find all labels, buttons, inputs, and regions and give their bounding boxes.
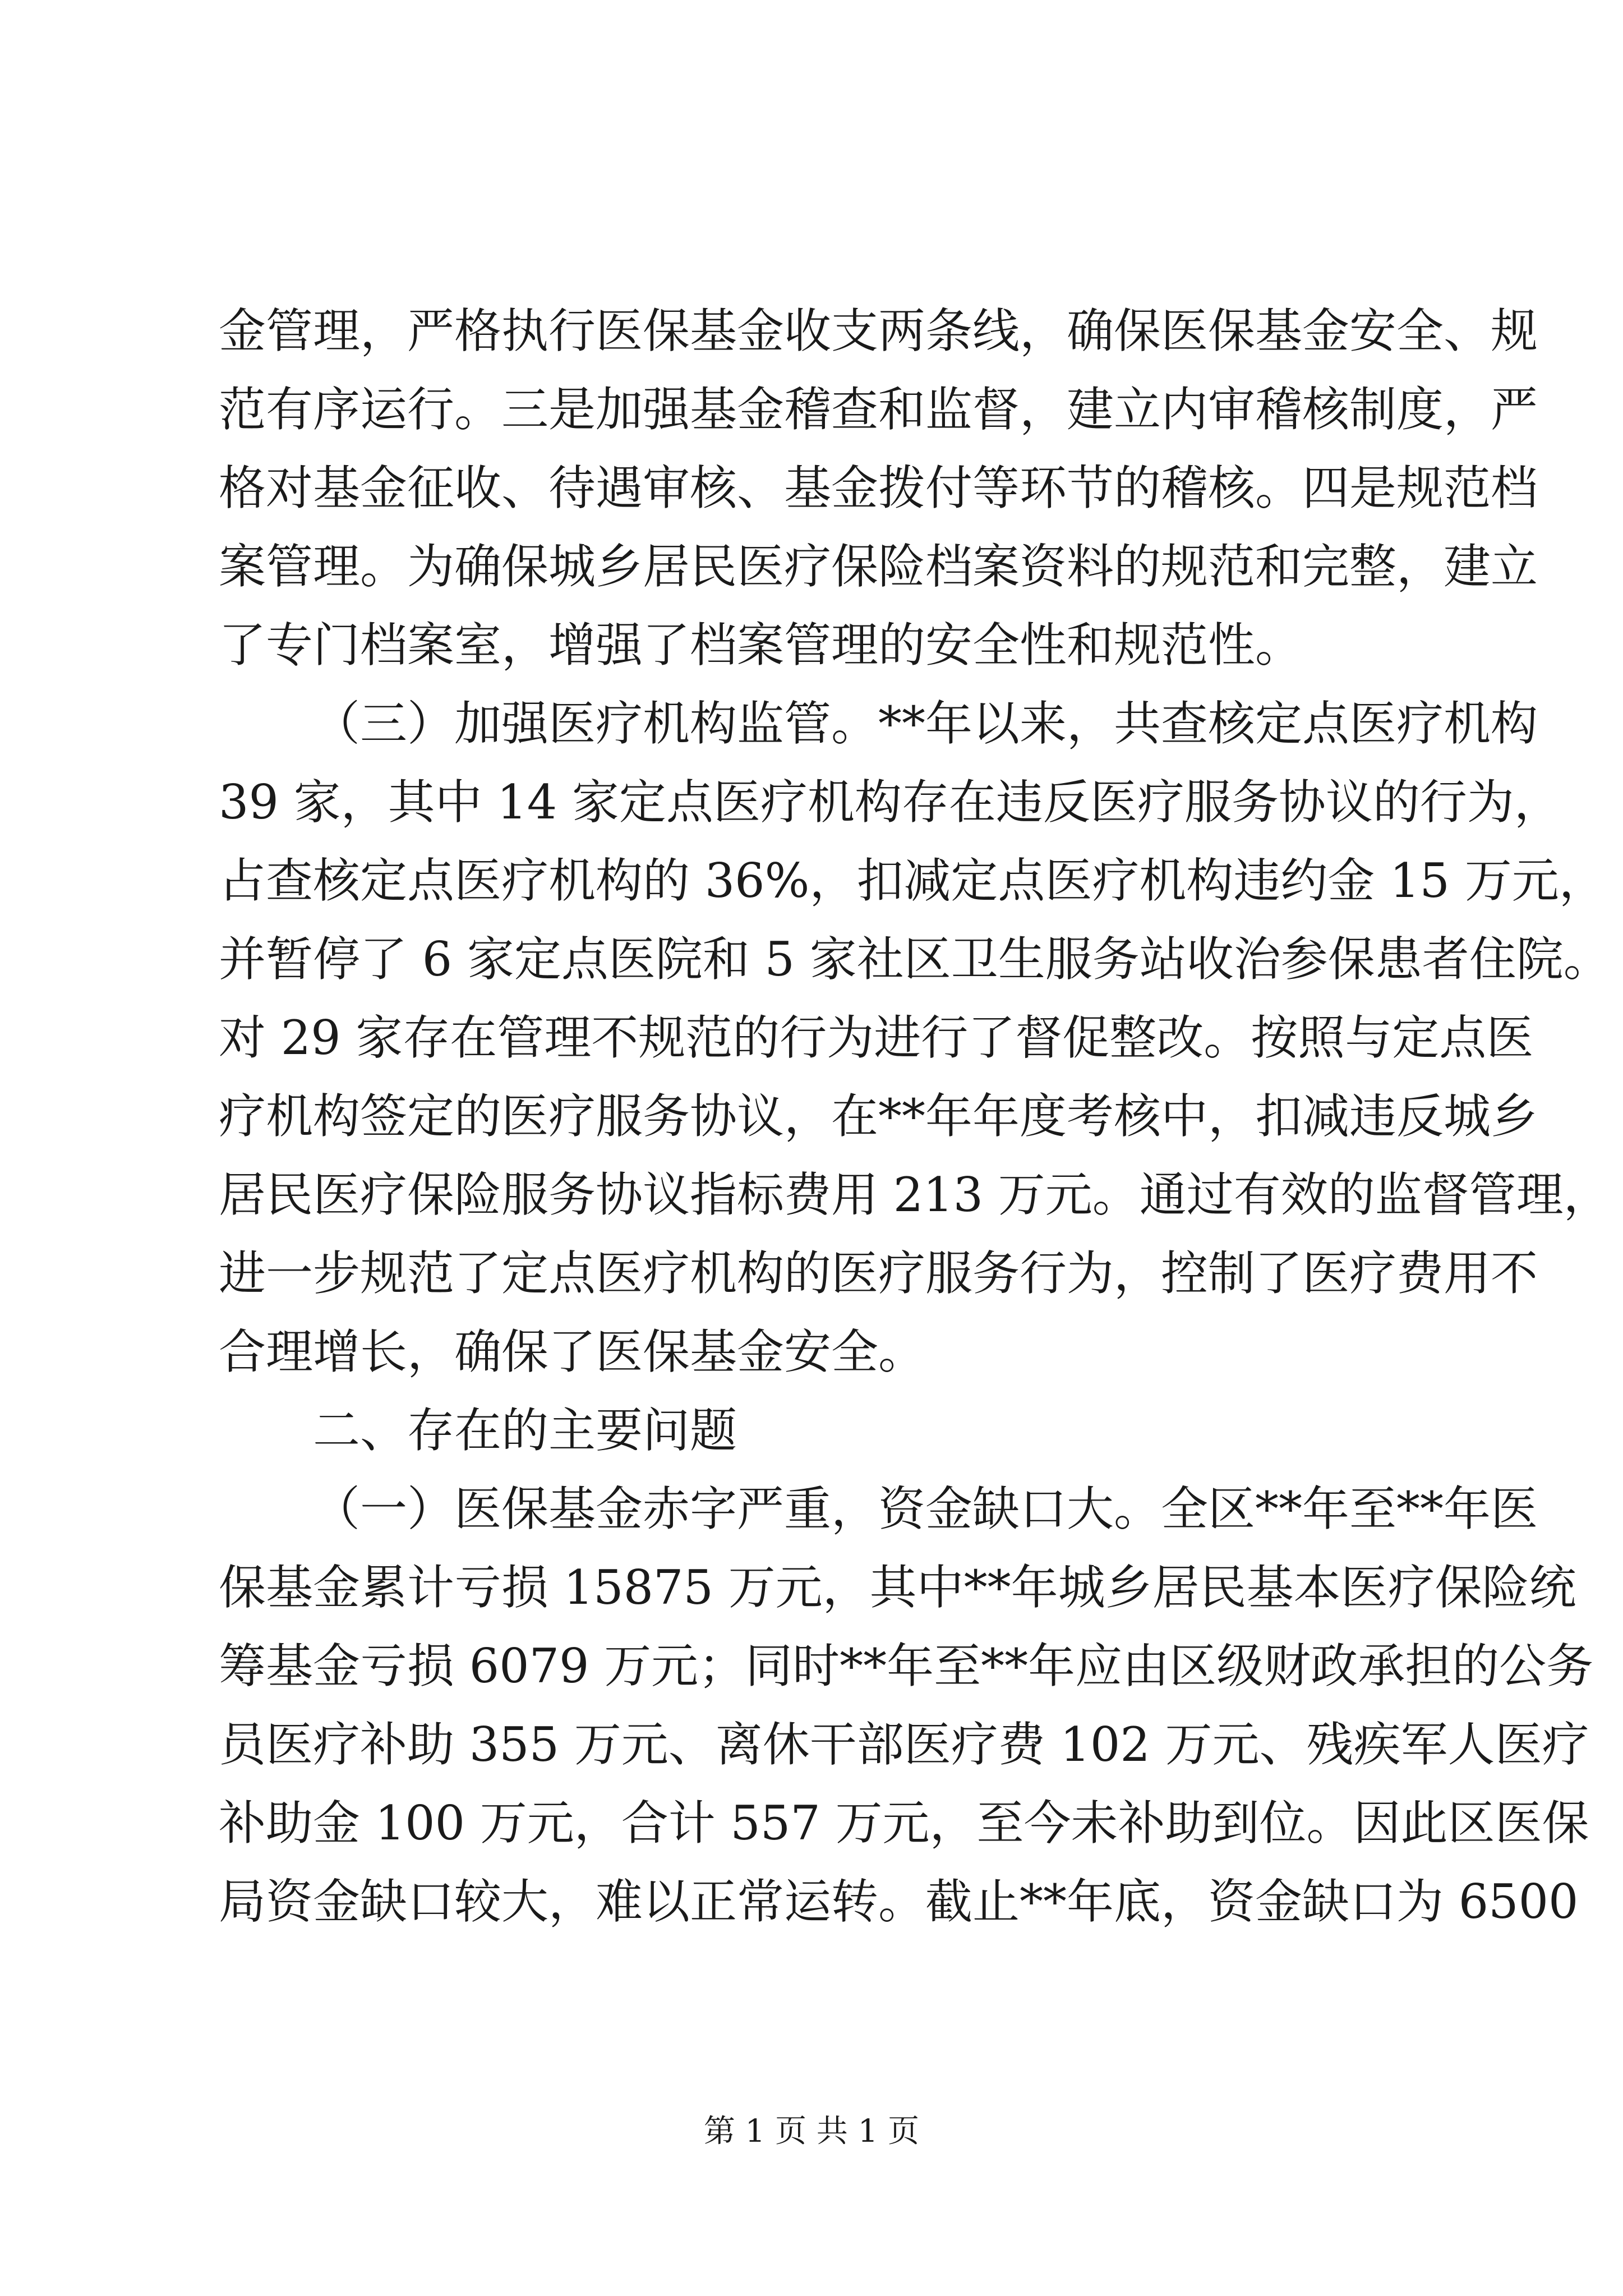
body-line: 补助金 100 万元，合计 557 万元，至今未补助到位。因此区医保 [219, 1796, 1589, 1851]
body-line: 员医疗补助 355 万元、离休干部医疗费 102 万元、残疾军人医疗 [219, 1717, 1589, 1772]
body-line: 合理增长，确保了医保基金安全。 [219, 1324, 926, 1379]
subsection-heading-line: （一）医保基金赤字严重，资金缺口大。全区**年至**年医 [313, 1481, 1538, 1536]
body-line: 范有序运行。三是加强基金稽查和监督，建立内审稽核制度，严 [219, 382, 1538, 437]
body-line: 格对基金征收、待遇审核、基金拨付等环节的稽核。四是规范档 [219, 461, 1538, 516]
body-line: 金管理，严格执行医保基金收支两条线，确保医保基金安全、规 [219, 303, 1538, 358]
body-line: 了专门档案室，增强了档案管理的安全性和规范性。 [219, 618, 1303, 673]
body-line: 案管理。为确保城乡居民医疗保险档案资料的规范和完整，建立 [219, 539, 1538, 594]
body-line: 筹基金亏损 6079 万元；同时**年至**年应由区级财政承担的公务 [219, 1639, 1594, 1694]
body-line: 保基金累计亏损 15875 万元，其中**年城乡居民基本医疗保险统 [219, 1560, 1576, 1615]
body-line: 局资金缺口较大，难以正常运转。截止**年底，资金缺口为 6500 [219, 1874, 1579, 1929]
body-line: 39 家，其中 14 家定点医疗机构存在违反医疗服务协议的行为， [219, 775, 1561, 830]
body-line: 并暂停了 6 家定点医院和 5 家社区卫生服务站收治参保患者住院。 [219, 932, 1611, 987]
section-heading-line: （三）加强医疗机构监管。**年以来，共查核定点医疗机构 [313, 696, 1538, 751]
page-footer: 第 1 页 共 1 页 [703, 2113, 920, 2150]
body-line: 疗机构签定的医疗服务协议，在**年年度考核中，扣减违反城乡 [219, 1089, 1538, 1144]
body-line: 占查核定点医疗机构的 36%，扣减定点医疗机构违约金 15 万元， [219, 853, 1606, 908]
body-line: 进一步规范了定点医疗机构的医疗服务行为，控制了医疗费用不 [219, 1246, 1538, 1301]
section-heading: 二、存在的主要问题 [313, 1403, 737, 1458]
body-line: 居民医疗保险服务协议指标费用 213 万元。通过有效的监督管理， [219, 1167, 1611, 1222]
body-line: 对 29 家存在管理不规范的行为进行了督促整改。按照与定点医 [219, 1010, 1534, 1065]
